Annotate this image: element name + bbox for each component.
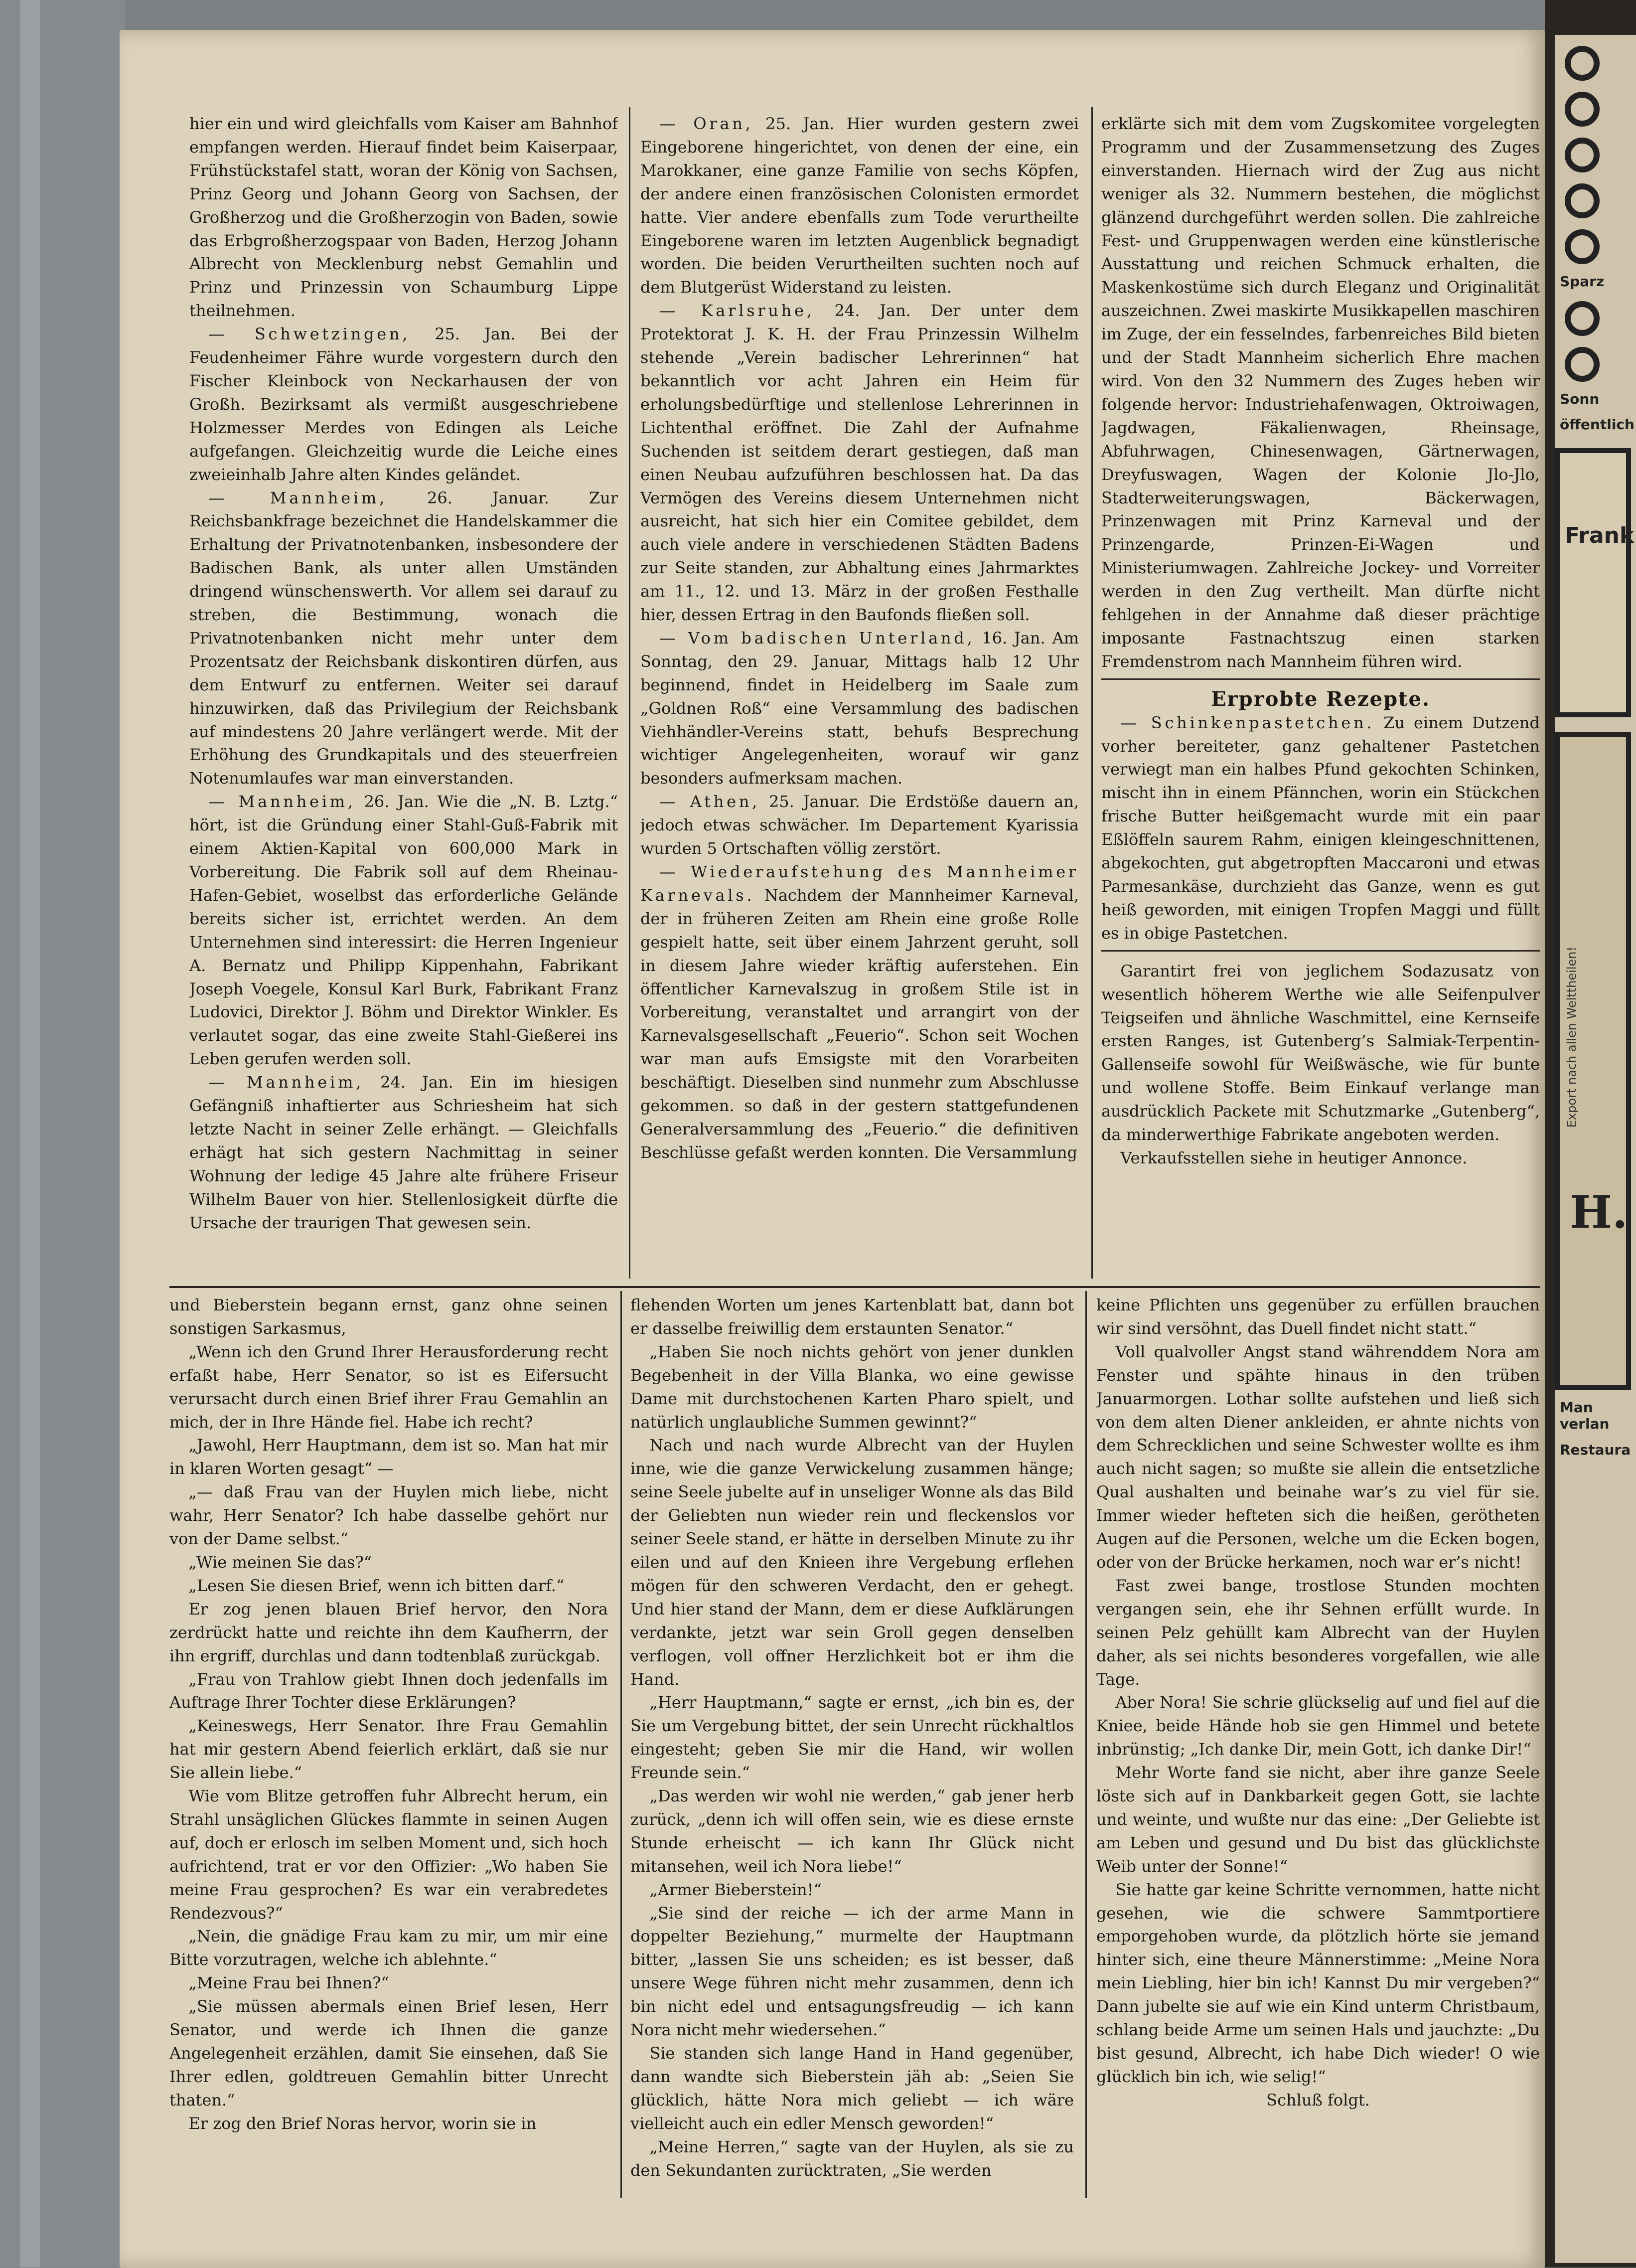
fragment-text: Sparz bbox=[1560, 273, 1605, 290]
section-rule bbox=[1101, 950, 1540, 952]
paragraph bbox=[169, 1995, 608, 2112]
paragraph-text: Nachdem der Mannheimer Karneval, der in früheren Zeiten am Rhein eine große Rolle gespielt hatte, seit über einem Jahrzent geruht, soll in diesem Jahre wieder kräftig auferstehen. Ein öffentlicher Karnevalszug in großem Stile ist in Vorbereitung, veranstaltet und arrangirt von der Karnevalsgesellschaft „Feuerio“. Schon seit Wochen war man aufs Emsigste mit den Vorarbeiten beschäftigt. Dieselben sind nunmehr zum Abschlusse gekommen. so daß in der gestern stattgefundenen Generalversammlung des „Feuerio.“ die definitiven Beschlüsse gefaßt werden konnten. Die Versammlung bbox=[640, 885, 1079, 1162]
paragraph bbox=[630, 2135, 1074, 2182]
paragraph-text: „Das werden wir wohl nie werden,“ gab jener herb zurück, „denn ich will offen sein, wie es diese ernste Stunde erheischt — ich kann Ihr Glück nicht mitansehen, weil ich Nora liebe!“ bbox=[630, 1786, 1074, 1876]
column-rule bbox=[1085, 1291, 1087, 2198]
paragraph-text: „Nein, die gnädige Frau kam zu mir, um mir eine Bitte vorzutragen, welche ich ablehnte.“ bbox=[169, 1927, 608, 1969]
paragraph-text: „Herr Hauptmann,“ sagte er ernst, „ich bin es, der Sie um Vergebung bittet, der sein Unrecht rückhaltlos eingesteht; geben Sie mir die Hand, wir wollen Freunde sein.“ bbox=[630, 1693, 1074, 1782]
dateline: — Wiederaufstehung des Mannheimer Karnevals. bbox=[640, 862, 1079, 905]
scanner-mount bbox=[0, 0, 125, 2268]
paragraph bbox=[169, 1294, 608, 1340]
ornament-ring-icon bbox=[1565, 229, 1600, 264]
paragraph-text: Voll qualvoller Angst stand währenddem Nora am Fenster und spähte hinaus in den trüben Januarmorgen. Lothar sollte aufstehen und ließ sich von dem alten Diener ankleiden, er ahnte nichts von dem Schrecklichen und seine Schwester wollte es ihm auch nicht sagen; so mußte sie allein die entsetzliche Qual aushalten und beinahe war’s zu viel für sie. Immer wieder hefteten sich die heißen, gerötheten Augen auf die Personen, welche um die Ecken bogen, oder von der Brücke herkamen, noch war er’s nicht! bbox=[1096, 1342, 1540, 1572]
paragraph bbox=[630, 1902, 1074, 2042]
paragraph bbox=[630, 1340, 1074, 1434]
paragraph-text: 25. Jan. Hier wurden gestern zwei Eingeborene hingerichtet, von denen der eine, ein Marokkaner, eine ganze Familie von sechs Köpfen, der andere einen französischen Colonisten ermordet hatte. Vier andere ebenfalls zum Tode verurtheilte Eingeborene waren im letzten Augenblick begnadigt worden. Die beiden Verurtheilten suchten noch auf dem Blutgerüst Widerstand zu leisten. bbox=[640, 114, 1079, 297]
fragment-text: Frank bbox=[1565, 522, 1635, 548]
column-story-3 bbox=[1096, 1294, 1540, 2191]
paragraph-text: „Lesen Sie diesen Brief, wenn ich bitten darf.“ bbox=[188, 1576, 565, 1595]
paragraph-text: flehenden Worten um jenes Kartenblatt bat, dann bot er dasselbe freiwillig dem erstaunten Senator.“ bbox=[630, 1296, 1074, 1338]
continued-note: Schluß folgt. bbox=[1266, 2090, 1370, 2109]
paragraph-text: „Sie müssen abermals einen Brief lesen, Herr Senator, und werde ich Ihnen die ganze Angelegenheit erzählen, damit Sie einsehen, daß Sie Ihrer edlen, goldtreuen Gemahlin bitter Unrecht thaten.“ bbox=[169, 1997, 608, 2109]
dateline: — Mannheim, bbox=[208, 792, 356, 811]
column-rule bbox=[620, 1291, 622, 2198]
paragraph-text: 26. Januar. Zur Reichsbankfrage bezeichnet die Handelskammer die Erhaltung der Privatnotenbanken, insbesondere der Badischen Bank, als unter allen Umständen dringend wünschenswerth. Vor allem sei darauf zu streben, die Bestimmung, wonach die Privatnotenbanken nicht mehr unter dem Prozentsatz der Reichsbank diskontiren dürfen, aus dem Entwurf zu entfernen. Weiter sei darauf hinzuwirken, daß das Privilegium der Reichsbank auf mindestens 20 Jahre verlängert werde. Mit der Erhöhung des Grundkapitals und des steuerfreien Notenumlaufes war man einverstanden. bbox=[189, 488, 618, 788]
paragraph bbox=[189, 112, 618, 323]
dateline: — Oran, bbox=[659, 114, 753, 133]
paragraph-text: „Frau von Trahlow giebt Ihnen doch jedenfalls im Auftrage Ihrer Tochter diese Erklärungen? bbox=[169, 1669, 608, 1712]
paragraph-text: und Bieberstein begann ernst, ganz ohne seinen sonstigen Sarkasmus, bbox=[169, 1296, 608, 1338]
paragraph bbox=[169, 1714, 608, 1784]
paragraph bbox=[630, 1691, 1074, 1784]
paragraph bbox=[640, 627, 1079, 790]
paragraph bbox=[169, 1598, 608, 1668]
paragraph-text: Mehr Worte fand sie nicht, aber ihre ganze Seele löste sich auf in Dankbarkeit gegen Gott, sie lachte und weinte, und wußte nur das eine: „Der Geliebte ist am Leben und gesund und Du bist das glücklichste Weib unter der Sonne!“ bbox=[1096, 1763, 1540, 1876]
paragraph bbox=[189, 790, 618, 1071]
paragraph-text: erklärte sich mit dem vom Zugskomitee vorgelegten Programm und der Zusammensetzung des Zuges einverstanden. Hiernach wird der Zug aus nicht weniger als 32. Nummern bestehen, die möglichst glänzend durchgeführt werden sollen. Die zahlreiche Fest- und Gruppenwagen werden eine künstlerische Ausstattung und reichen Schmuck erhalten, die Maskenkostüme sich durch Eleganz und Originalität auszeichnen. Zwei maskirte Musikkapellen maschiren im Zuge, der ein fesselndes, farbenreiches Bild bieten und der Stadt Mannheim sicherlich Ehre machen wird. Von den 32 Nummern des Zuges heben wir folgende hervor: Industriehafenwagen, Oktroiwagen, Jagdwagen, Fäkalienwagen, Rheinsage, Abfuhrwagen, Chinesenwagen, Gärtnerwagen, Dreyfuswagen, Wagen der Kolonie Jlo-Jlo, Stadterweiterungswagen, Bäckerwagen, Prinzenwagen mit Prinz Karneval und der Prinzengarde, Prinzen-Ei-Wagen und Ministeriumwagen. Zahlreiche Jockey- und Vorreiter werden in den Zug vertheilt. Man dürfte nicht fehlgehen in der Annahme daß dieser prächtige imposante Fastnachtszug einen starken Fremdenstrom nach Mannheim führen wird. bbox=[1101, 114, 1540, 671]
paragraph-text: Fast zwei bange, trostlose Stunden mochten vergangen sein, ehe ihr Sehnen erfüllt wurde. In seinen Pelz gehüllt kam Albrecht van der Huylen daher, als sei nichts besonderes vorgefallen, wie alle Tage. bbox=[1096, 1576, 1540, 1689]
paragraph-text: „Haben Sie noch nichts gehört von jener dunklen Begebenheit in der Villa Blanka, wo eine gewisse Dame mit durchstochenen Karten Pharo spielt, und natürlich unglaubliche Summen gewinnt?“ bbox=[630, 1342, 1074, 1432]
soap-advert: Garantirt frei von jeglichem Sodazusatz von wesentlich höherem Werthe wie alle Seifenpulver Teigseifen und ähnliche Waschmittel, eine Kernseife ersten Ranges, ist Gutenberg’s Salmiak-Terpentin-Gallenseife sowohl für Weißwäsche, wie für bunte und wollene Stoffe. Beim Einkauf verlange man ausdrücklich Packete mit Schutzmarke „Gutenberg“, da minderwerthige Fabrikate angeboten werden. bbox=[1101, 961, 1540, 1144]
paragraph-text: Sie standen sich lange Hand in Hand gegenüber, dann wandte sich Bieberstein jäh ab: „Seien Sie glücklich, hätte Nora mich geliebt — ich wäre vielleicht auch ein edler Mensch geworden!“ bbox=[630, 2044, 1074, 2133]
ornament-ring-icon bbox=[1565, 46, 1600, 81]
ornament-ring-icon bbox=[1565, 138, 1600, 172]
paragraph bbox=[169, 1340, 608, 1434]
fragment-text: Man verlan bbox=[1560, 1399, 1610, 1433]
paragraph-text: Sie hatte gar keine Schritte vernommen, hatte nicht gesehen, wie die schwere Sammtportiere emporgehoben wurde, da plötzlich hörte sie jemand hinter sich, eine theure Männerstimme: „Meine Nora mein Liebling, hier bin ich! Kannst Du mir vergeben?“ Dann jubelte sie auf wie ein Kind unterm Christbaum, schlang beide Arme um seinen Hals und jauchzte: „Du bist gesund, Albrecht, ich habe Dich wieder! O wie glücklich bin ich, wie selig!“ bbox=[1096, 1880, 1540, 2086]
paragraph bbox=[630, 1784, 1074, 1878]
column-news-3 bbox=[1101, 112, 1540, 1279]
paragraph bbox=[630, 1878, 1074, 1902]
paragraph bbox=[169, 1574, 608, 1598]
fold-rule bbox=[169, 1286, 1540, 1288]
paragraph-text: 25. Jan. Bei der Feudenheimer Fähre wurde vorgestern durch den Fischer Kleinbock von Neckarhausen der von Großh. Bezirksamt als vermißt ausgeschriebene Holzmesser Merdes von Edingen als Leiche aufgefangen. Gleichzeitig wurde die Leiche eines zweieinhalb Jahre alten Kindes geländet. bbox=[189, 324, 618, 484]
paragraph-text: „Jawohl, Herr Hauptmann, dem ist so. Man hat mir in klaren Worten gesagt“ — bbox=[169, 1436, 608, 1478]
ornament-ring-icon bbox=[1565, 301, 1600, 336]
mount-strip bbox=[20, 0, 40, 2268]
paragraph-text: keine Pflichten uns gegenüber zu erfüllen brauchen wir sind versöhnt, das Duell findet nicht statt.“ bbox=[1096, 1296, 1540, 1338]
paragraph-text: 24. Jan. Ein im hiesigen Gefängniß inhaftierter aus Schriesheim hat sich letzte Nacht in seiner Zelle erhängt. — Gleichfalls erhägt hat sich gestern Nachmittag in seiner Wohnung der ledige 45 Jahre alte frühere Friseur Wilhelm Bauer von hier. Stellenlosigkeit dürfte die Ursache der traurigen That gewesen sein. bbox=[189, 1073, 618, 1232]
paragraph bbox=[169, 1668, 608, 1715]
paragraph-text: „Meine Herren,“ sagte van der Huylen, als sie zu den Sekundanten zurücktraten, „Sie werden bbox=[630, 2137, 1074, 2180]
paragraph bbox=[640, 860, 1079, 1164]
fragment-text: Sonn bbox=[1560, 390, 1600, 407]
paragraph-text: „Wenn ich den Grund Ihrer Herausforderung recht erfaßt habe, Herr Senator, so ist es Eifersucht verursacht durch einen Brief ihrer Frau Gemahlin an mich, der in Ihre Hände fiel. Habe ich recht? bbox=[169, 1342, 608, 1432]
paragraph bbox=[630, 2042, 1074, 2135]
paragraph-text: Aber Nora! Sie schrie glückselig auf und fiel auf die Kniee, beide Hände hob sie gen Himmel und betete inbrünstig; „Ich danke Dir, mein Gott, ich danke Dir!“ bbox=[1096, 1693, 1540, 1759]
paragraph bbox=[1096, 1574, 1540, 1691]
paragraph bbox=[169, 1434, 608, 1480]
paragraph bbox=[1101, 112, 1540, 673]
paragraph-text: Wie vom Blitze getroffen fuhr Albrecht herum, ein Strahl unsäglichen Glückes flammte in seinen Augen auf, doch er erlosch im selben Moment und, sich hoch aufrichtend, trat er vor den Offizier: „Wo haben Sie meine Frau gesprochen? Es war ein verabredetes Rendezvous?“ bbox=[169, 1786, 608, 1923]
paragraph-text: 26. Jan. Wie die „N. B. Lztg.“ hört, ist die Gründung einer Stahl-Guß-Fabrik mit einem Aktien-Kapital von 600,000 Mark in Vorbereitung. Die Fabrik soll auf dem Rheinau-Hafen-Gebiet, woselbst das erforderliche Gelände bereits sicher ist, errichtet werden. An dem Unternehmen sind interessirt: die Herren Ingenieur A. Bernatz und Philipp Kippenhahn, Fabrikant Joseph Voegele, Konsul Karl Burk, Fabrikant Franz Ludovici, Direktor J. Böhm und Direktor Winkler. Es verlautet sogar, das eine zweite Stahl-Gießerei ins Leben gerufen werden soll. bbox=[189, 792, 618, 1069]
paragraph bbox=[169, 1784, 608, 1925]
paragraph-text: Er zog jenen blauen Brief hervor, den Nora zerdrückt hatte und reichte ihn dem Kaufherrn, der ihn ergriff, durchlas und dann todtenblaß zurückgab. bbox=[169, 1599, 608, 1665]
column-news-2 bbox=[640, 112, 1079, 1279]
recipe-text: Zu einem Dutzend vorher bereiteter, ganz gehaltener Pastetchen verwiegt man ein halbes Pfund gekochten Schinken, mischt ihn in einem Pfännchen, worin ein Stückchen frische Butter heißgemacht wurde mit ein paar Eßlöffeln saurem Rahm, einigen kleingeschnittenen, abgekochten, gut abgetropften Maccaroni und etwas Parmesankäse, durchzieht das Ganze, wenn es gut heiß geworden, mit einigen Tropfen Maggi und füllt es in obige Pastetchen. bbox=[1101, 713, 1540, 943]
paragraph-text: Er zog den Brief Noras hervor, worin sie in bbox=[188, 2113, 537, 2133]
column-rule bbox=[1091, 107, 1093, 1279]
column-rule bbox=[629, 107, 630, 1279]
paragraph-text: „Meine Frau bei Ihnen?“ bbox=[188, 1973, 389, 1993]
paragraph bbox=[189, 486, 618, 791]
paragraph bbox=[169, 2112, 608, 2135]
paragraph bbox=[630, 1434, 1074, 1691]
advert-box bbox=[1555, 448, 1635, 717]
paragraph-text: „Wie meinen Sie das?“ bbox=[188, 1552, 372, 1572]
adjacent-page-edge bbox=[1555, 35, 1636, 2263]
fragment-text: öffentlich bbox=[1560, 416, 1635, 433]
paragraph bbox=[1096, 1340, 1540, 1574]
dateline: — Schwetzingen, bbox=[208, 324, 411, 344]
advert-box bbox=[1555, 732, 1631, 1390]
section-rule bbox=[1101, 678, 1540, 680]
ornament-ring-icon bbox=[1565, 92, 1600, 127]
advert-tail: Verkaufsstellen siehe in heutiger Annonce. bbox=[1120, 1148, 1468, 1167]
paragraph bbox=[1096, 1691, 1540, 1761]
paragraph bbox=[169, 1971, 608, 1995]
recipe-paragraph bbox=[1101, 711, 1540, 945]
recipe-title: — Schinkenpastetchen. bbox=[1120, 713, 1375, 732]
paragraph-text: 24. Jan. Der unter dem Protektorat J. K. H. der Frau Prinzessin Wilhelm stehende „Verein badischer Lehrerinnen“ hat bekanntlich vor acht Jahren ein Heim für erholungsbedürftige und stellenlose Lehrerinnen in Lichtenthal eröffnet. Die Zahl der Aufnahme Suchenden ist seitdem derart gestiegen, daß man einen Neubau aufzuführen beschlossen hat. Da das Vermögen des Vereins diesem Unternehmen nicht ausreicht, hat sich hier ein Comitee gebildet, dem auch viele andere in verschiedenen Städten Badens zur Seite standen, zur Abhaltung eines Jahrmarktes am 11., 12. und 13. März in der großen Festhalle hier, dessen Ertrag in den Baufonds fließen soll. bbox=[640, 301, 1079, 625]
paragraph bbox=[640, 299, 1079, 627]
paragraph bbox=[189, 323, 618, 486]
paragraph-text: 25. Januar. Die Erdstöße dauern an, jedoch etwas schwächer. Im Departement Kyarissia wurden 5 Ortschaften völlig zerstört. bbox=[640, 792, 1079, 858]
column-story-1 bbox=[169, 1294, 608, 2191]
ornament-ring-icon bbox=[1565, 183, 1600, 218]
paragraph bbox=[169, 1551, 608, 1574]
paragraph-text: „— daß Frau van der Huylen mich liebe, nicht wahr, Herr Senator? Ich habe dasselbe gehört nur von der Dame selbst.“ bbox=[169, 1482, 608, 1549]
dateline: — Athen, bbox=[659, 792, 760, 811]
column-story-2 bbox=[630, 1294, 1074, 2191]
paragraph bbox=[189, 1071, 618, 1234]
vertical-slogan: Export nach allen Welttheilen! bbox=[1565, 946, 1579, 1128]
paragraph-text: Nach und nach wurde Albrecht van der Huylen inne, wie die ganze Verwickelung zusammen hänge; seine Seele jubelte auf in unseliger Wonne als das Bild der Geliebten nun wieder rein und fleckenslos vor seiner Seele stand, er hätte in derselben Minute zu ihr eilen und auf den Knieen ihre Vergebung erflehen mögen für den schweren Verdacht, den er gehegt. Und hier stand der Mann, dem er diese Aufklärungen verdankte, jetzt war sein Groll gegen denselben verflogen, voll offner Herzlichkeit bot er ihm die Hand. bbox=[630, 1436, 1074, 1689]
column-news-1 bbox=[189, 112, 618, 1279]
paragraph-text: 16. Jan. Am Sonntag, den 29. Januar, Mittags halb 12 Uhr beginnend, findet in Heidelberg im Saale zum „Goldnen Roß“ eine Versammlung des badischen Viehhändler-Vereins statt, behufs Besprechung wichtiger Angelegenheiten, worauf wir ganz besonders aufmerksam machen. bbox=[640, 628, 1079, 788]
paragraph bbox=[640, 112, 1079, 299]
paragraph bbox=[169, 1925, 608, 1971]
ornament-ring-icon bbox=[1565, 347, 1600, 382]
recipes-heading: Erprobte Rezepte. bbox=[1211, 687, 1430, 711]
fragment-text: H. bbox=[1570, 1185, 1628, 1239]
paragraph bbox=[169, 1480, 608, 1551]
paragraph-text: „Keineswegs, Herr Senator. Ihre Frau Gemahlin hat mir gestern Abend feierlich erklärt, daß sie nur Sie allein liebe.“ bbox=[169, 1716, 608, 1782]
paragraph bbox=[1096, 1294, 1540, 1340]
dateline: — Mannheim, bbox=[208, 1073, 364, 1092]
dateline: — Karlsruhe, bbox=[659, 301, 815, 321]
paragraph bbox=[1096, 1878, 1540, 2089]
dateline: — Vom badischen Unterland, bbox=[659, 628, 975, 648]
paragraph-text: „Sie sind der reiche — ich der arme Mann in doppelter Beziehung,“ murmelte der Hauptmann bitter, „lassen Sie uns scheiden; es ist besser, daß unsere Wege führen nicht mehr zusammen, denn ich bin nicht edel und entsagungsfreudig — ich kann Nora nicht mehr wiedersehen.“ bbox=[630, 1903, 1074, 2040]
paragraph bbox=[630, 1294, 1074, 1340]
fragment-text: Restaura bbox=[1560, 1441, 1631, 1458]
dateline: — Mannheim, bbox=[208, 488, 388, 507]
paragraph-text: hier ein und wird gleichfalls vom Kaiser am Bahnhof empfangen werden. Hierauf findet beim Kaiserpaar, Frühstückstafel statt, woran der König von Sachsen, Prinz Georg und Johann Georg von Sachsen, der Großherzog und die Großherzogin von Baden, sowie das Erbgroßherzogspaar von Baden, Herzog Johann Albrecht von Mecklenburg nebst Gemahlin und Prinz und Prinzessin von Schaumburg Lippe theilnehmen. bbox=[189, 114, 618, 321]
paragraph bbox=[640, 790, 1079, 860]
paragraph-text: „Armer Bieberstein!“ bbox=[649, 1880, 822, 1899]
paragraph bbox=[1096, 1761, 1540, 1878]
